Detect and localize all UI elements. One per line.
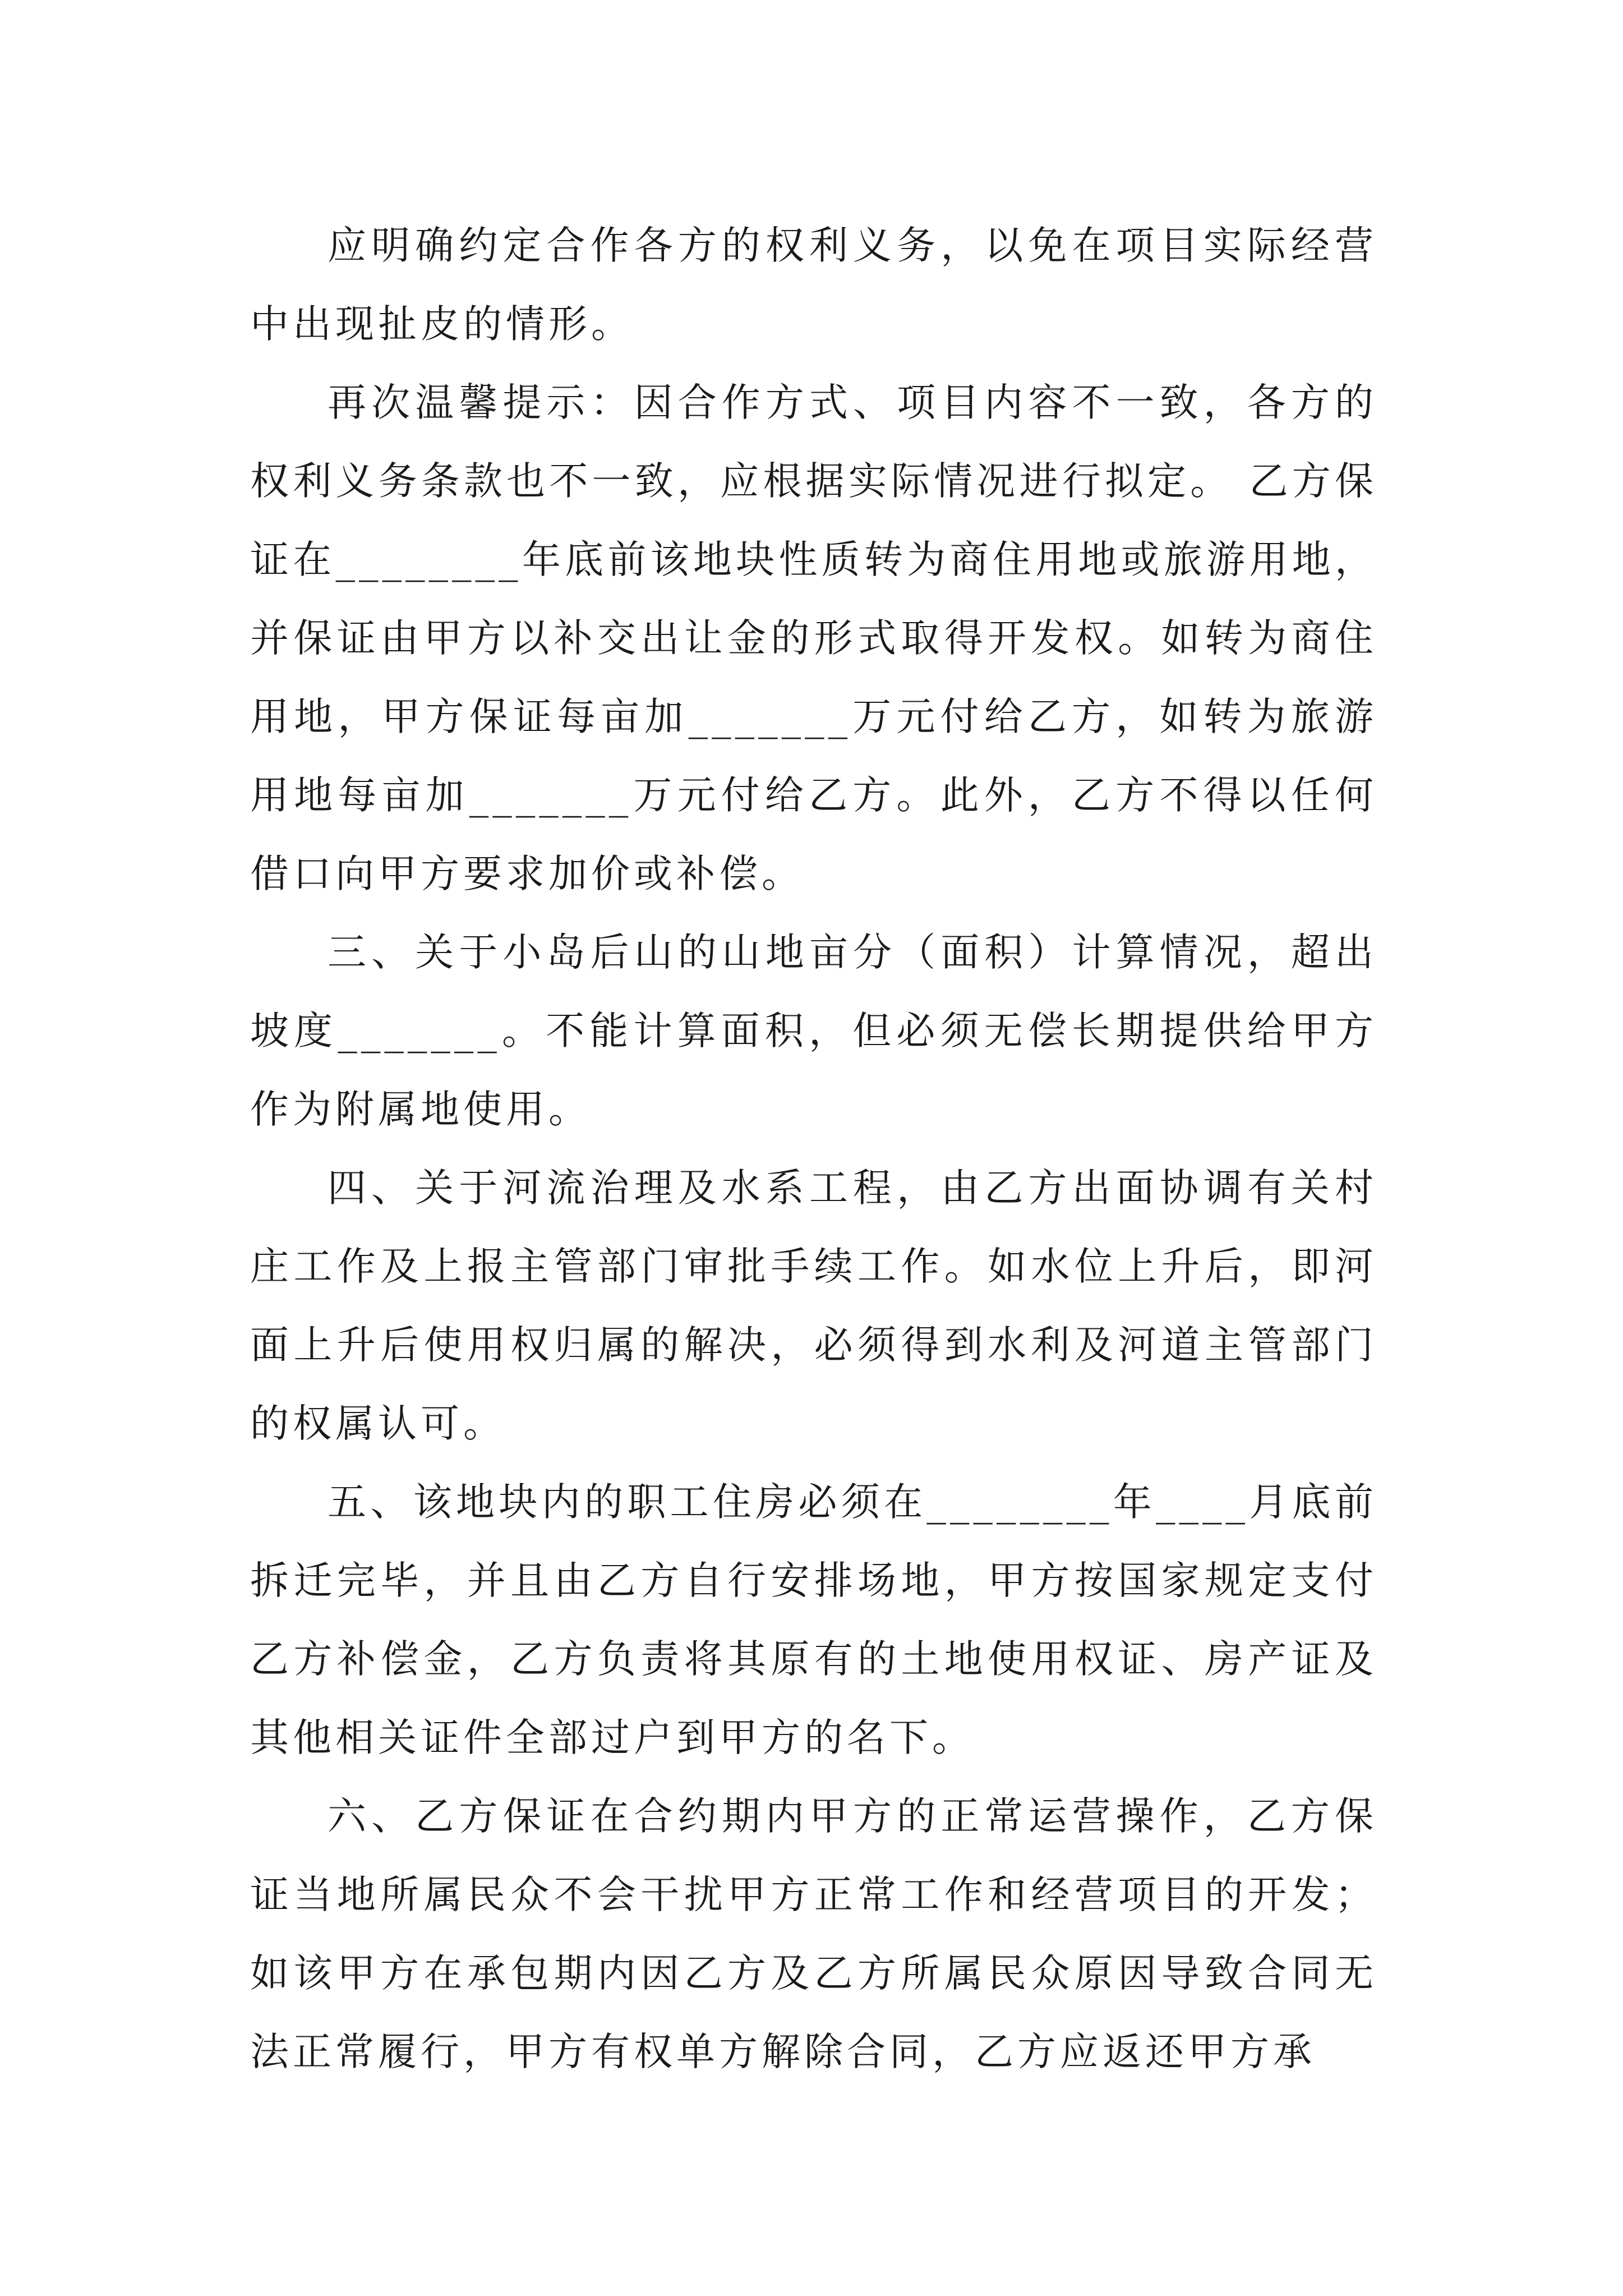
paragraph-clause-four: 四、关于河流治理及水系工程，由乙方出面协调有关村庄工作及上报主管部门审批手续工作。如水位上升后，即河面上升后使用权归属的解决，必须得到水利及河道主管部门的权属认可。	[250, 1166, 1377, 1446]
paragraph-reminder-land-nature: 再次温馨提示：因合作方式、项目内容不一致，各方的权利义务条款也不一致，应根据实际情况进行拟定。 乙方保证在________年底前该地块性质转为商住用地或旅游用地，并保证由甲方以补交出让金的形式取得开发权。如转为商住用地，甲方保证每亩加_______万元付给乙方，如转为旅游用地每亩加_______万元付给乙方。此外，乙方不得以任何借口向甲方要求加价或补偿。	[250, 380, 1377, 896]
paragraph-rights-obligations: 应明确约定合作各方的权利义务，以免在项目实际经营中出现扯皮的情形。	[250, 223, 1377, 347]
paragraph-clause-three: 三、关于小岛后山的山地亩分（面积）计算情况，超出坡度_______。不能计算面积，但必须无偿长期提供给甲方作为附属地使用。	[250, 930, 1377, 1132]
document-body	[250, 206, 1377, 2091]
paragraph-clause-six: 六、乙方保证在合约期内甲方的正常运营操作，乙方保证当地所属民众不会干扰甲方正常工作和经营项目的开发；如该甲方在承包期内因乙方及乙方所属民众原因导致合同无法正常履行，甲方有权单方解除合同，乙方应返还甲方承	[250, 1794, 1377, 2074]
paragraph-clause-five: 五、该地块内的职工住房必须在________年____月底前拆迁完毕，并且由乙方自行安排场地，甲方按国家规定支付乙方补偿金，乙方负责将其原有的土地使用权证、房产证及其他相关证件全部过户到甲方的名下。	[250, 1480, 1377, 1760]
